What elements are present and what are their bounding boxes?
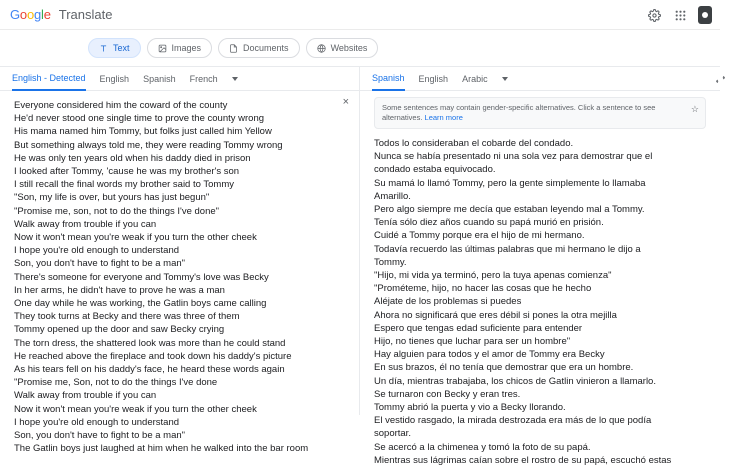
tab-websites-label: Websites xyxy=(330,43,368,53)
translation-panels xyxy=(0,66,720,466)
tab-text[interactable] xyxy=(88,38,141,58)
source-line: Walk away from trouble if you can xyxy=(14,218,157,230)
target-language-bar xyxy=(360,67,720,91)
source-lang-spanish[interactable]: Spanish xyxy=(143,73,176,84)
target-lang-arabic[interactable]: Arabic xyxy=(462,73,488,84)
tab-images[interactable] xyxy=(147,38,213,58)
tab-documents[interactable] xyxy=(218,38,300,58)
clear-source-button[interactable]: × xyxy=(342,96,349,108)
learn-more-link[interactable]: Learn more xyxy=(424,113,463,122)
source-lang-dropdown[interactable] xyxy=(232,77,238,81)
target-line: Se turnaron con Becky y eran tres. xyxy=(374,388,521,400)
source-line: "Promise me, Son, not to do the things I've done xyxy=(14,377,218,389)
mode-tabs xyxy=(0,30,720,66)
target-line: Un día, mientras trabajaba, los chicos de Gatlin vinieron a llamarlo. xyxy=(374,375,656,387)
source-line: I hope you're old enough to understand xyxy=(14,416,180,428)
source-lang-english[interactable]: English xyxy=(99,73,130,84)
target-lang-spanish[interactable]: Spanish xyxy=(372,67,405,91)
target-line: Todos lo consideraban el cobarde del condado. xyxy=(374,138,574,149)
target-line: El vestido rasgado, la mirada destrozada era más de lo que podía xyxy=(374,415,652,427)
source-line: "Son, my life is over, but yours has just begun" xyxy=(14,192,210,204)
source-line: They took turns at Becky and there was three of them xyxy=(14,311,240,323)
product-name: Translate xyxy=(58,7,113,22)
target-line: Mientras sus lágrimas caían sobre el rostro de su papá, escuchó estas xyxy=(374,454,672,466)
gear-icon[interactable] xyxy=(646,7,662,23)
source-line: I still recall the final words my brother said to Tommy xyxy=(14,179,234,191)
target-lang-english[interactable]: English xyxy=(418,73,449,84)
target-line: Pero algo siempre me decía que estaban leyendo mal a Tommy. xyxy=(374,204,645,216)
target-line: Se acercó a la chimenea y tomó la foto de su papá. xyxy=(374,441,591,453)
source-lang-detected[interactable]: English - Detected xyxy=(12,67,86,91)
source-language-bar xyxy=(0,67,359,91)
source-line: But something always told me, they were reading Tommy wrong xyxy=(14,139,283,151)
chevron-down-icon xyxy=(502,77,508,81)
target-panel xyxy=(360,67,720,466)
tab-text-label: Text xyxy=(113,43,130,53)
source-line: As his tears fell on his daddy's face, he heard these words again xyxy=(14,364,285,376)
source-line: In her arms, he didn't have to prove he was a man xyxy=(14,284,225,296)
tab-images-label: Images xyxy=(171,43,202,53)
target-line: Hay alguien para todos y el amor de Tommy era Becky xyxy=(374,349,605,361)
document-icon xyxy=(229,44,238,53)
source-line: His mama named him Tommy, but folks just called him Yellow xyxy=(14,126,272,138)
source-line: Son, you don't have to fight to be a man" xyxy=(14,430,186,442)
tab-websites[interactable] xyxy=(306,38,379,58)
target-line: Amarillo. xyxy=(374,190,411,202)
target-line: Espero que tengas edad suficiente para entender xyxy=(374,322,583,334)
star-icon[interactable]: ☆ xyxy=(690,104,699,114)
source-line: There's someone for everyone and Tommy's love was Becky xyxy=(14,271,269,283)
source-line: Walk away from trouble if you can xyxy=(14,390,157,402)
target-lang-dropdown[interactable] xyxy=(502,77,508,81)
source-line: One day while he was working, the Gatlin boys came calling xyxy=(14,298,267,310)
swap-languages-icon[interactable] xyxy=(711,70,729,88)
source-line: I looked after Tommy, 'cause he was my brother's son xyxy=(14,166,240,178)
chevron-down-icon xyxy=(232,77,238,81)
source-text[interactable] xyxy=(0,91,359,455)
header-actions xyxy=(646,0,712,30)
target-line: "Prométeme, hijo, no hacer las cosas que he hecho xyxy=(374,283,592,295)
target-line: Tommy. xyxy=(374,256,407,268)
target-line: Su mamá lo llamó Tommy, pero la gente simplemente lo llamaba xyxy=(374,177,646,189)
target-line: "Hijo, mi vida ya terminó, pero la tuya apenas comienza" xyxy=(374,270,612,282)
target-line: Tommy abrió la puerta y vio a Becky llorando. xyxy=(374,402,566,414)
source-line: The torn dress, the shattered look was more than he could stand xyxy=(14,337,286,349)
target-line: condado estaba equivocado. xyxy=(374,164,496,176)
source-line: He'd never stood one single time to prove the county wrong xyxy=(14,113,265,125)
target-line: Todavía recuerdo las últimas palabras que mi hermano le dijo a xyxy=(374,243,641,255)
source-line: Tommy opened up the door and saw Becky crying xyxy=(14,324,225,336)
text-icon xyxy=(99,44,108,53)
avatar[interactable] xyxy=(698,6,712,24)
target-line: Hijo, no tienes que luchar para ser un hombre" xyxy=(374,336,571,348)
google-translate-logo[interactable] xyxy=(10,7,112,22)
source-line: Now it won't mean you're weak if you turn the other cheek xyxy=(14,403,257,415)
gender-alternatives-notice xyxy=(374,97,706,129)
website-icon xyxy=(317,44,326,53)
source-line: He was only ten years old when his daddy died in prison xyxy=(14,152,251,164)
target-line: Ahora no significará que eres débil si pones la otra mejilla xyxy=(374,309,617,321)
source-line: He reached above the fireplace and took down his daddy's picture xyxy=(14,350,292,362)
target-line: Cuidé a Tommy porque era el hijo de mi hermano. xyxy=(374,230,585,242)
source-line: Now it won't mean you're weak if you turn the other cheek xyxy=(14,232,257,244)
target-line: Nunca se había presentado ni una sola vez para demostrar que el xyxy=(374,151,653,163)
source-lang-french[interactable]: French xyxy=(189,73,218,84)
target-line: Tenía sólo diez años cuando su papá murió en prisión. xyxy=(374,217,604,229)
target-line: Aléjate de los problemas si puedes xyxy=(374,296,522,308)
google-wordmark: Google xyxy=(10,7,51,22)
source-line: Everyone considered him the coward of the county xyxy=(14,100,228,111)
apps-grid-icon[interactable] xyxy=(672,7,688,23)
source-line: Son, you don't have to fight to be a man" xyxy=(14,258,186,270)
image-icon xyxy=(158,44,167,53)
tab-documents-label: Documents xyxy=(243,43,289,53)
source-panel xyxy=(0,67,360,455)
source-line: The Gatlin boys just laughed at him when he walked into the bar room xyxy=(14,443,309,455)
target-line: En sus brazos, él no tenía que demostrar que era un hombre. xyxy=(374,362,634,374)
target-text xyxy=(360,97,720,466)
source-line: "Promise me, son, not to do the things I've done" xyxy=(14,205,220,217)
target-line: soportar. xyxy=(374,428,411,440)
app-header xyxy=(0,0,720,30)
notice-text: Some sentences may contain gender-specific alternatives. Click a sentence to see alternatives. xyxy=(382,103,656,122)
source-line: I hope you're old enough to understand xyxy=(14,245,180,257)
